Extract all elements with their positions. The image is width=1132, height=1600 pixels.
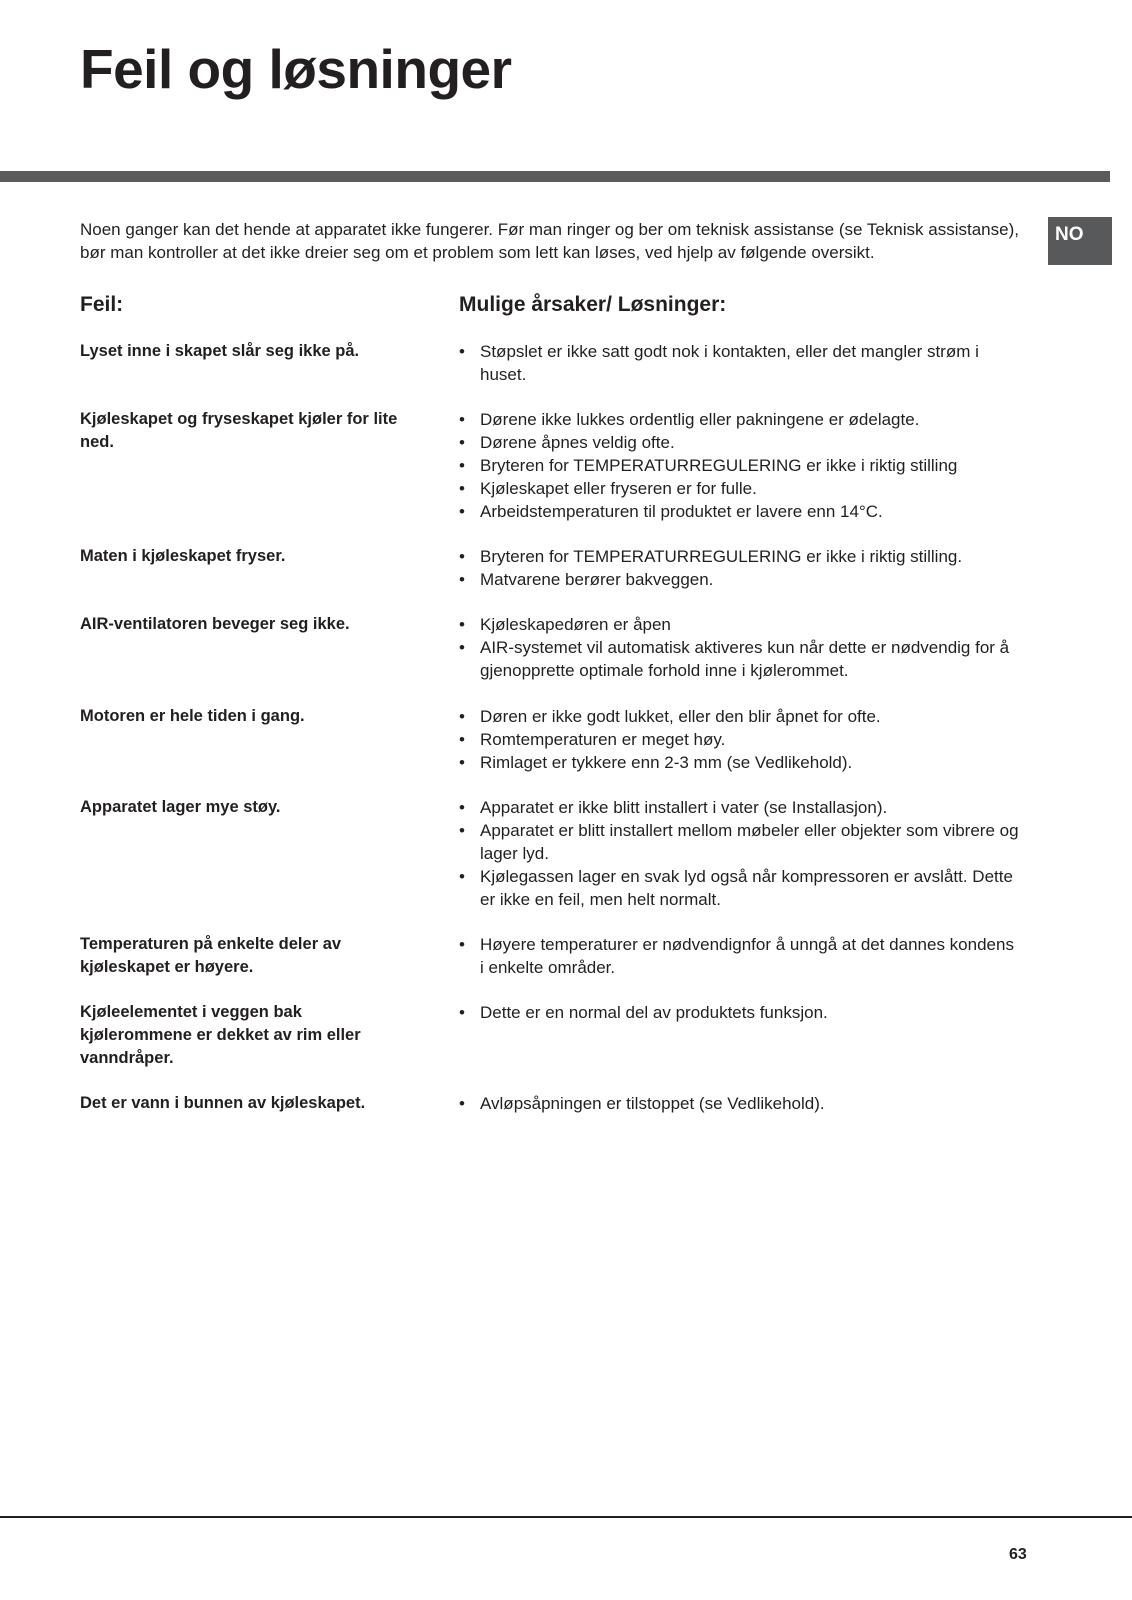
bullet-icon: •	[459, 821, 465, 840]
fault-text: Maten i kjøleskapet fryser.	[80, 547, 286, 565]
solution-list	[459, 340, 1019, 386]
solution-item	[459, 636, 1019, 682]
solution-text: Romtemperaturen er meget høy.	[480, 730, 726, 749]
solution-list	[459, 705, 1019, 774]
solution-text: Dørene åpnes veldig ofte.	[480, 433, 675, 452]
fault-text: Temperaturen på enkelte deler av kjøleskapet er høyere.	[80, 935, 342, 976]
solution-list	[459, 796, 1019, 911]
bullet-icon: •	[459, 502, 465, 521]
bullet-icon: •	[459, 342, 465, 361]
solution-text: Kjøleskapedøren er åpen	[480, 615, 671, 634]
solution-item	[459, 500, 1019, 523]
solution-item	[459, 1092, 1019, 1115]
bullet-icon: •	[459, 547, 465, 566]
solution-item	[459, 477, 1019, 500]
bullet-icon: •	[459, 410, 465, 429]
header-divider	[0, 171, 1110, 182]
bullet-icon: •	[459, 1003, 465, 1022]
page-number: 63	[1009, 1546, 1027, 1563]
solution-item	[459, 933, 1019, 979]
fault-text: Apparatet lager mye støy.	[80, 798, 281, 816]
language-tab: NO	[1048, 217, 1112, 265]
solution-text: AIR-systemet vil automatisk aktiveres kun når dette er nødvendig for å gjenopprette optimale forhold inne i kjølerommet.	[480, 638, 1010, 680]
solution-item	[459, 340, 1019, 386]
solution-text: Apparatet er ikke blitt installert i vater (se Installasjon).	[480, 798, 888, 817]
bullet-icon: •	[459, 1094, 465, 1113]
fault-text: Motoren er hele tiden i gang.	[80, 707, 305, 725]
bullet-icon: •	[459, 615, 465, 634]
solution-item	[459, 454, 1019, 477]
fault-text: AIR-ventilatoren beveger seg ikke.	[80, 615, 350, 633]
intro-paragraph: Noen ganger kan det hende at apparatet ikke fungerer. Før man ringer og ber om teknisk assistanse (se Teknisk assistanse), bør man kontroller at det ikke dreier seg om et problem som lett kan løses, ved hjelp av følgende oversikt.	[80, 220, 1019, 262]
solution-item	[459, 796, 1019, 819]
solution-list	[459, 933, 1019, 979]
solution-item	[459, 1001, 1019, 1024]
solution-item	[459, 751, 1019, 774]
solution-item	[459, 865, 1019, 911]
solution-text: Bryteren for TEMPERATURREGULERING er ikke i riktig stilling.	[480, 547, 963, 566]
solution-item	[459, 408, 1019, 431]
solution-item	[459, 545, 1019, 568]
footer-divider	[0, 1516, 1132, 1518]
solution-text: Døren er ikke godt lukket, eller den blir åpnet for ofte.	[480, 707, 881, 726]
fault-text: Kjøleskapet og fryseskapet kjøler for lite ned.	[80, 410, 398, 451]
solution-text: Dørene ikke lukkes ordentlig eller pakningene er ødelagte.	[480, 410, 920, 429]
solution-list	[459, 1092, 1019, 1115]
bullet-icon: •	[459, 638, 465, 657]
solution-column-header: Mulige årsaker/ Løsninger:	[459, 293, 727, 316]
fault-text: Lyset inne i skapet slår seg ikke på.	[80, 342, 360, 360]
bullet-icon: •	[459, 479, 465, 498]
bullet-icon: •	[459, 935, 465, 954]
solution-item	[459, 613, 1019, 636]
solution-text: Matvarene berører bakveggen.	[480, 570, 714, 589]
solution-list	[459, 1001, 1019, 1024]
solution-item	[459, 431, 1019, 454]
solution-text: Støpslet er ikke satt godt nok i kontakten, eller det mangler strøm i huset.	[480, 342, 979, 384]
solution-text: Bryteren for TEMPERATURREGULERING er ikke i riktig stilling	[480, 456, 958, 475]
fault-text: Det er vann i bunnen av kjøleskapet.	[80, 1094, 366, 1112]
bullet-icon: •	[459, 867, 465, 886]
page-title: Feil og løsninger	[80, 38, 512, 100]
solution-item	[459, 819, 1019, 865]
solution-text: Høyere temperaturer er nødvendignfor å unngå at det dannes kondens i enkelte områder.	[480, 935, 1014, 977]
solution-text: Kjølegassen lager en svak lyd også når kompressoren er avslått. Dette er ikke en feil, men helt normalt.	[480, 867, 1013, 909]
bullet-icon: •	[459, 433, 465, 452]
solution-text: Rimlaget er tykkere enn 2-3 mm (se Vedlikehold).	[480, 753, 853, 772]
solution-list	[459, 613, 1019, 682]
solution-item	[459, 568, 1019, 591]
solution-text: Apparatet er blitt installert mellom møbeler eller objekter som vibrere og lager lyd.	[480, 821, 1019, 863]
bullet-icon: •	[459, 730, 465, 749]
solution-item	[459, 705, 1019, 728]
solution-text: Dette er en normal del av produktets funksjon.	[480, 1003, 828, 1022]
solution-text: Arbeidstemperaturen til produktet er lavere enn 14°C.	[480, 502, 883, 521]
fault-column-header: Feil:	[80, 293, 124, 316]
bullet-icon: •	[459, 753, 465, 772]
bullet-icon: •	[459, 798, 465, 817]
fault-text: Kjøleelementet i veggen bak kjølerommene er dekket av rim eller vanndråper.	[80, 1003, 361, 1067]
solution-text: Avløpsåpningen er tilstoppet (se Vedlikehold).	[480, 1094, 825, 1113]
solution-text: Kjøleskapet eller fryseren er for fulle.	[480, 479, 757, 498]
solution-list	[459, 545, 1019, 591]
bullet-icon: •	[459, 570, 465, 589]
solution-item	[459, 728, 1019, 751]
bullet-icon: •	[459, 456, 465, 475]
solution-list	[459, 408, 1019, 523]
bullet-icon: •	[459, 707, 465, 726]
